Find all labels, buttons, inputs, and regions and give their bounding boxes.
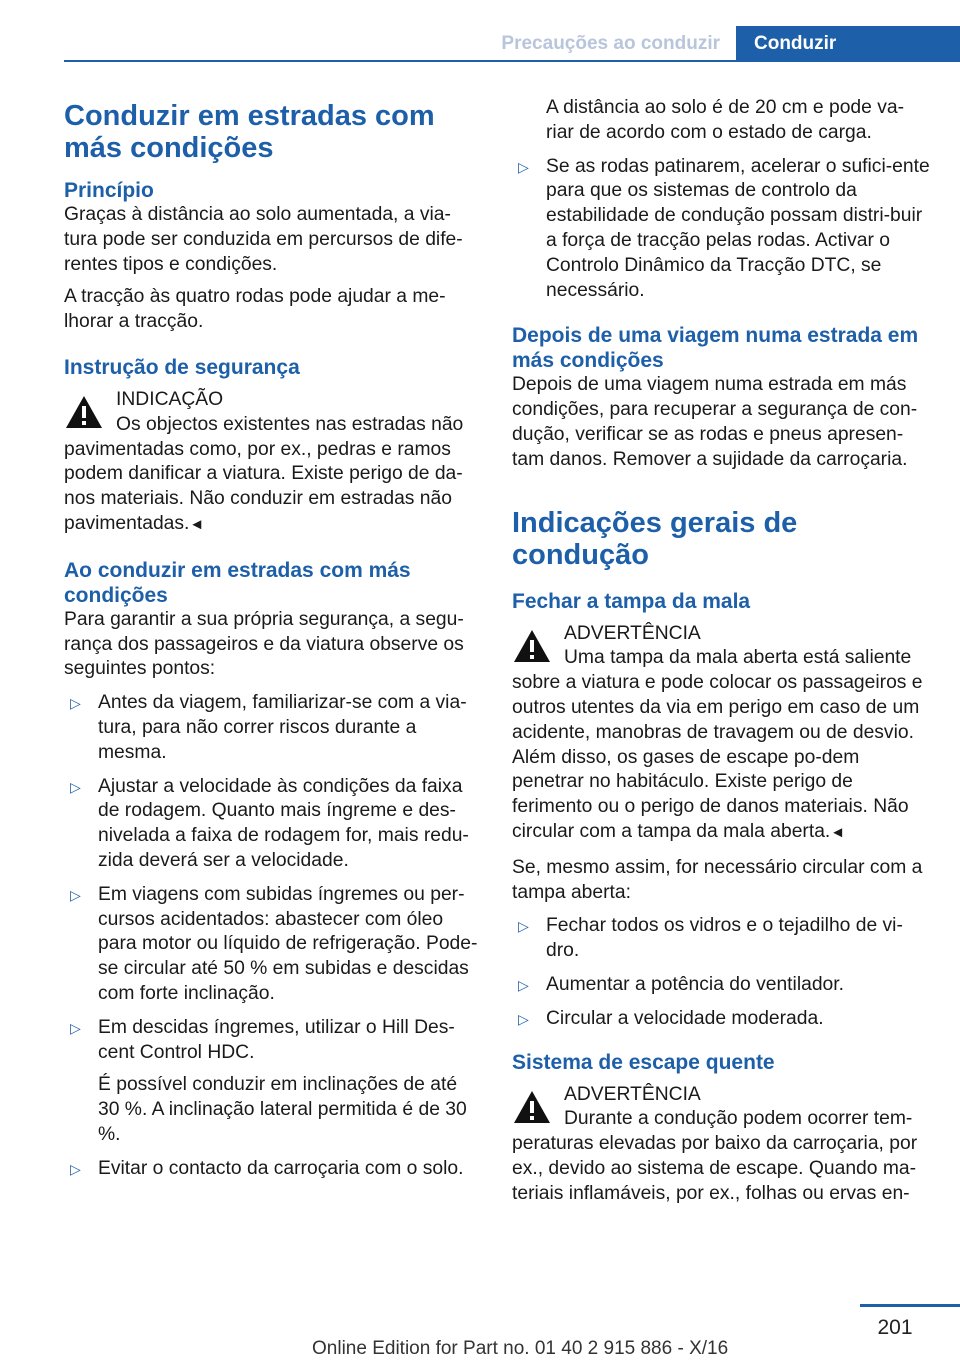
trunk-list xyxy=(512,914,930,1031)
continued-list xyxy=(512,155,930,304)
section-title-after-trip: Depois de uma viagem numa estrada em más condições xyxy=(512,324,919,373)
triangle-bullet-icon: ▷ xyxy=(70,1160,81,1177)
warning-label: ADVERTÊNCIA xyxy=(564,622,701,644)
list-item: ▷ Ajustar a velocidade às condições da faixa de rodagem. Quanto mais íngreme e des-nivelada a faixa de rodagem for, mais redu-zida deverá ser a velocidade. xyxy=(70,775,469,871)
warning-text: Os objectos existentes nas estradas não pavimentadas como, por ex., pedras e ramos podem danificar a viatura. Existe perigo de da-nos materiais. Não conduzir em estradas não pavimentadas.◄ xyxy=(64,413,464,534)
triangle-bullet-icon: ▷ xyxy=(518,918,529,935)
triangle-bullet-icon: ▷ xyxy=(70,778,81,795)
triangle-bullet-icon: ▷ xyxy=(70,695,81,712)
list-item: ▷ Circular a velocidade moderada. xyxy=(512,1007,930,1032)
header-rule xyxy=(64,60,736,62)
warning-block-safety xyxy=(64,388,478,538)
triangle-bullet-icon: ▷ xyxy=(518,158,529,175)
warning-triangle-icon xyxy=(512,626,552,666)
warning-triangle-icon xyxy=(64,392,104,432)
running-header-chapter-tab: Conduzir xyxy=(736,26,960,62)
running-header-section: Precauções ao conduzir xyxy=(501,33,720,54)
warning-block-exhaust xyxy=(512,1083,930,1207)
chapter-title-general: Indicações gerais de condução xyxy=(512,506,798,571)
triangle-bullet-icon: ▷ xyxy=(70,886,81,903)
list-item: ▷ Em viagens com subidas íngremes ou per-cursos acidentados: abastecer com óleo para motor ou líquido de refrigeração. Pode-se circular até 50 % em subidas e descidas com forte inclinação. xyxy=(70,883,478,1004)
driving-list xyxy=(64,691,478,1181)
list-item: ▷ Antes da viagem, familiarizar-se com a via-tura, para não correr riscos durante a mesma. xyxy=(70,692,467,763)
page-number: 201 xyxy=(877,1316,913,1339)
list-item: ▷ Evitar o contacto da carroçaria com o solo. xyxy=(64,1157,478,1182)
end-mark: ◄ xyxy=(189,515,205,533)
driving-intro: Para garantir a sua própria segurança, a segu-rança dos passageiros e da viatura observe os seguintes pontos: xyxy=(64,608,464,680)
warning-text: Durante a condução podem ocorrer tem-peraturas elevadas por baixo da carroçaria, por ex., devido ao sistema de escape. Quando ma-teriais inflamáveis, por ex., folhas ou ervas en- xyxy=(512,1108,918,1204)
section-title-principle: Princípio xyxy=(64,179,154,202)
warning-label: INDICAÇÃO xyxy=(116,388,224,410)
triangle-bullet-icon: ▷ xyxy=(518,1010,529,1027)
list-item: ▷ Se as rodas patinarem, acelerar o sufici-ente para que os sistemas de controlo da estabilidade de condução possam distri-buir a força de tracção pelas rodas. Activar o Controlo Dinâmico da Tracção DTC, se necessário. xyxy=(518,155,930,301)
triangle-bullet-icon: ▷ xyxy=(518,976,529,993)
section-title-driving: Ao conduzir em estradas com más condições xyxy=(64,558,411,607)
right-column xyxy=(512,96,930,1207)
warning-block-trunk xyxy=(512,622,930,846)
list-item: ▷ Fechar todos os vidros e o tejadilho de vi-dro. xyxy=(518,915,903,962)
section-title-safety: Instrução de segurança xyxy=(64,355,300,379)
footer-rule xyxy=(860,1304,960,1307)
list-item-note: É possível conduzir em inclinações de até 30 %. A inclinação lateral permitida é de 30 %. xyxy=(98,1074,467,1145)
principle-paragraph-1: Graças à distância ao solo aumentada, a via-tura pode ser conduzida em percursos de dife-rentes tipos e condições. xyxy=(64,204,463,275)
page-title: Conduzir em estradas com más condições xyxy=(64,100,435,164)
left-column xyxy=(64,100,478,1182)
trunk-paragraph: Se, mesmo assim, for necessário circular com a tampa aberta: xyxy=(512,856,923,903)
warning-triangle-icon xyxy=(512,1087,552,1127)
triangle-bullet-icon: ▷ xyxy=(70,1019,81,1036)
principle-paragraph-2: A tracção às quatro rodas pode ajudar a me-lhorar a tracção. xyxy=(64,286,446,333)
warning-label: ADVERTÊNCIA xyxy=(564,1083,701,1105)
edition-footer: Online Edition for Part no. 01 40 2 915 886 - X/16 xyxy=(312,1338,729,1359)
warning-text: Uma tampa da mala aberta está saliente sobre a viatura e pode colocar os passageiros e outros utentes da via em perigo em caso de um acidente, manobras de travagem ou de desvio. Além disso, os gases de escape po-dem penetrar no habitáculo. Existe perigo de ferimento ou o perigo de danos materiais. Não circular com a tampa da mala aberta.◄ xyxy=(512,647,923,842)
continued-paragraph: A distância ao solo é de 20 cm e pode va-riar de acordo com o estado de carga. xyxy=(546,97,905,143)
list-item: ▷ Em descidas íngremes, utilizar o Hill Des-cent Control HDC. É possível conduzir em inclinações de até 30 %. A inclinação lateral permitida é de 30 %. xyxy=(64,1016,478,1148)
list-item: ▷ Aumentar a potência do ventilador. xyxy=(512,973,930,998)
end-mark: ◄ xyxy=(830,823,846,841)
section-title-exhaust: Sistema de escape quente xyxy=(512,1050,775,1074)
after-trip-paragraph: Depois de uma viagem numa estrada em más condições, para recuperar a segurança de con-dução, verificar se as rodas e pneus apresen-tam danos. Remover a sujidade da carroçaria. xyxy=(512,374,918,470)
section-title-trunk: Fechar a tampa da mala xyxy=(512,589,751,613)
